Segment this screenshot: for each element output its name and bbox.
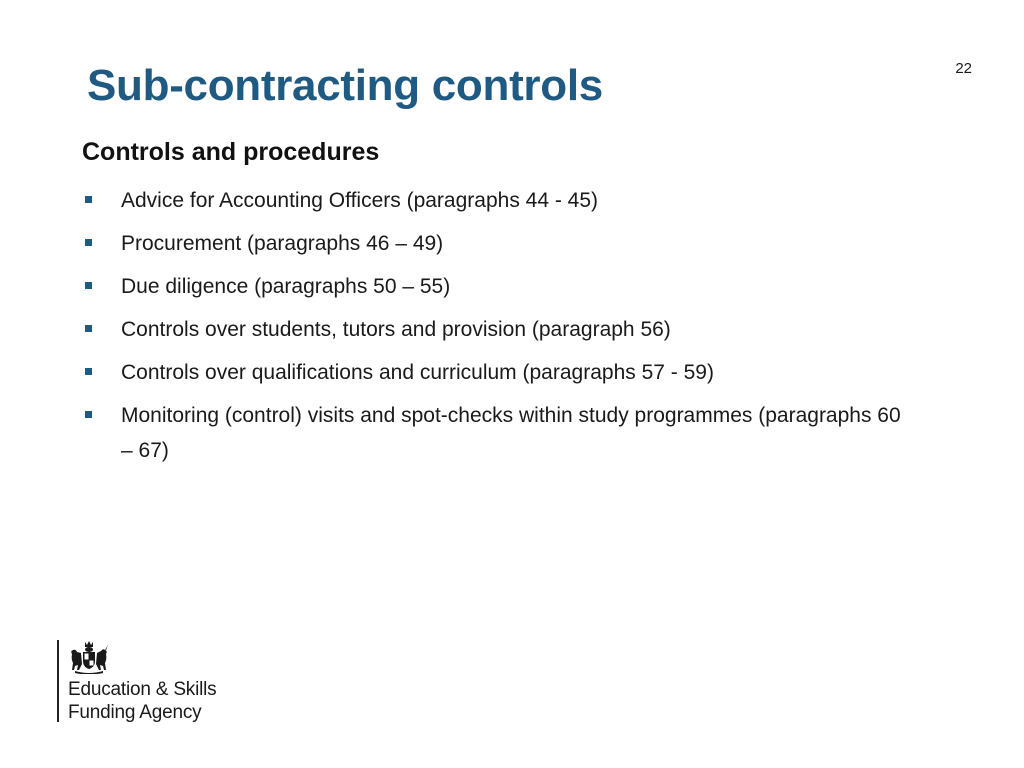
slide-subtitle: Controls and procedures	[82, 138, 380, 166]
square-bullet-icon	[85, 239, 92, 246]
bullet-text: Controls over qualifications and curriculum (paragraphs 57 - 59)	[121, 361, 714, 384]
bullet-text: Monitoring (control) visits and spot-checks within study programmes (paragraphs 60 – 67)	[121, 404, 901, 462]
bullet-text: Advice for Accounting Officers (paragraphs 44 - 45)	[121, 189, 599, 212]
bullet-item	[82, 226, 902, 261]
square-bullet-icon	[85, 196, 92, 203]
esfa-logo	[57, 640, 216, 722]
royal-crest-icon	[68, 640, 110, 674]
logo-text-line-2: Funding Agency	[68, 702, 202, 723]
bullet-item	[82, 355, 902, 390]
square-bullet-icon	[85, 282, 92, 289]
square-bullet-icon	[85, 368, 92, 375]
bullet-item	[82, 269, 902, 304]
logo-text-line-1: Education & Skills	[68, 679, 217, 700]
square-bullet-icon	[85, 325, 92, 332]
bullet-list	[82, 183, 902, 476]
bullet-text: Controls over students, tutors and provision (paragraph 56)	[121, 318, 671, 341]
bullet-item	[82, 312, 902, 347]
page-number: 22	[955, 60, 972, 77]
slide-title: Sub-contracting controls	[87, 61, 603, 110]
square-bullet-icon	[85, 411, 92, 418]
bullet-item	[82, 183, 902, 218]
bullet-text: Due diligence (paragraphs 50 – 55)	[121, 275, 451, 298]
bullet-item	[82, 398, 902, 468]
bullet-text: Procurement (paragraphs 46 – 49)	[121, 232, 444, 255]
